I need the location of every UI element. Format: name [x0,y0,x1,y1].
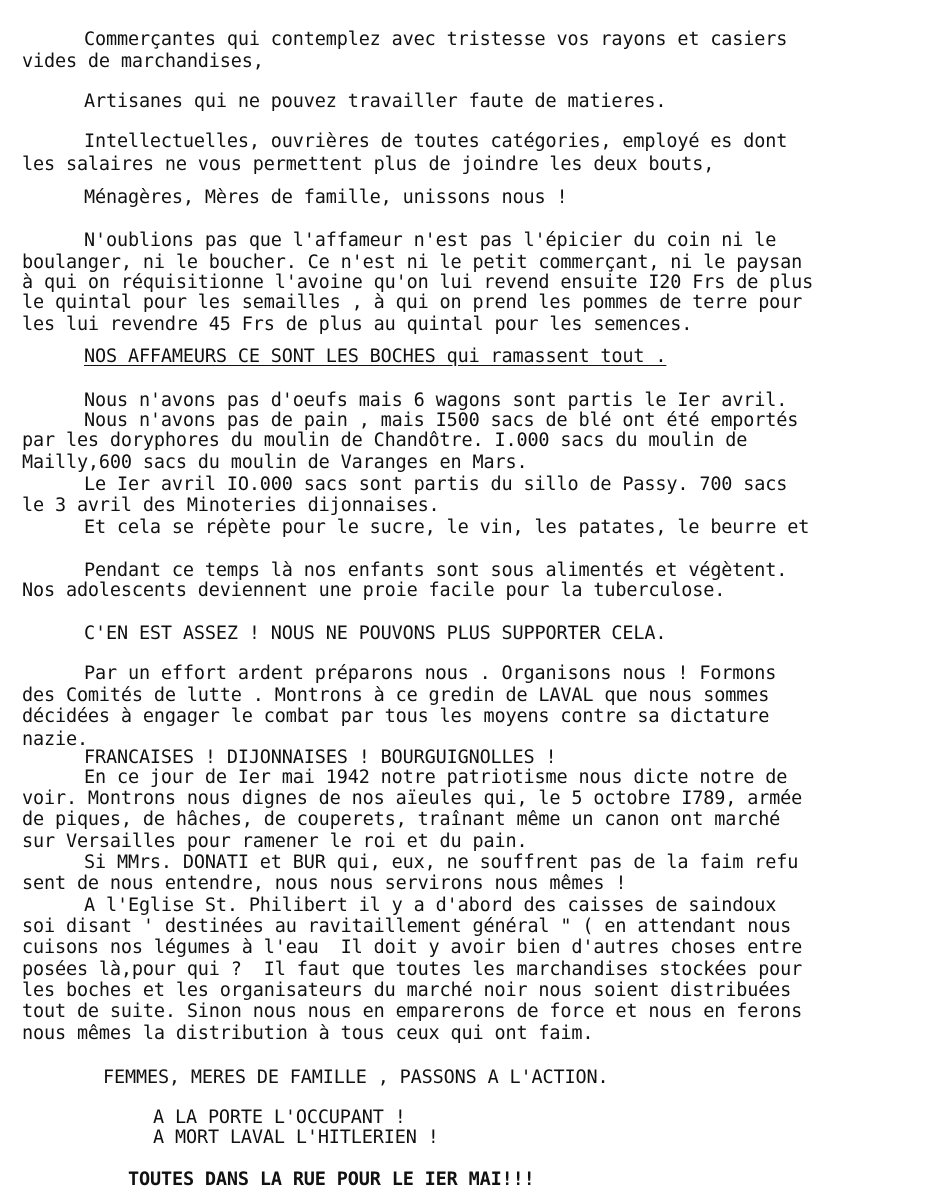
text-line: le 3 avril des Minoteries dijonnaises. [22,495,440,516]
text-line: les boches et les organisateurs du marché noir nous soient distribuées [22,980,792,1001]
text-line: posées là,pour qui ? Il faut que toutes les marchandises stockées pour [22,959,803,980]
text-line: A l'Eglise St. Philibert il y a d'abord des caisses de saindoux [84,895,777,916]
text-line: par les doryphores du moulin de Chandôtre. I.000 sacs du moulin de [22,430,748,451]
text-line: soi disant ' destinées au ravitaillement général " ( en attendant nous [22,916,792,937]
text-line: Nos adolescents deviennent une proie facile pour la tuberculose. [22,580,726,601]
text-line: N'oublions pas que l'affameur n'est pas l'épicier du coin ni le [84,230,777,251]
text-line: sur Versailles pour ramener le roi et du pain. [22,831,528,852]
text-line: à qui on réquisitionne l'avoine qu'on lui revend ensuite I20 Frs de plus [22,272,814,293]
text-line: Artisanes qui ne pouvez travailler faute de matieres. [84,91,667,112]
text-line: Mailly,600 sacs du moulin de Varanges en Mars. [22,452,528,473]
text-line: Et cela se répète pour le sucre, le vin, les patates, le beurre et [84,517,810,538]
text-line: vides de marchandises, [22,51,264,72]
text-line: de piques, de hâches, de couperets, traînant même un canon ont marché [22,809,781,830]
text-line: En ce jour de Ier mai 1942 notre patriotisme nous dicte notre de [84,767,788,788]
text-line: Intellectuelles, ouvrières de toutes catégories, employé es dont [84,131,788,152]
text-line: Nous n'avons pas de pain , mais I500 sacs de blé ont été emportés [84,410,799,431]
text-line: Par un effort ardent préparons nous . Organisons nous ! Formons [84,663,777,684]
text-line: des Comités de lutte . Montrons à ce gredin de LAVAL que nous sommes [22,685,770,706]
text-line: nazie. [22,729,88,750]
text-line: nous mêmes la distribution à tous ceux qui ont faim. [22,1023,594,1044]
text-line: tout de suite. Sinon nous nous en emparerons de force et nous en ferons [22,1001,803,1022]
text-line: NOS AFFAMEURS CE SONT LES BOCHES qui ramassent tout . [84,346,667,367]
text-line: A MORT LAVAL L'HITLERIEN ! [153,1127,439,1148]
text-line: FRANCAISES ! DIJONNAISES ! BOURGUIGNOLLES ! [84,747,557,768]
text-line: boulanger, ni le boucher. Ce n'est ni le petit commerçant, ni le paysan [22,252,803,273]
text-line: le quintal pour les semailles , à qui on prend les pommes de terre pour [22,292,803,313]
text-line: Commerçantes qui contemplez avec tristesse vos rayons et casiers [84,29,788,50]
text-line: sent de nous entendre, nous nous servirons nous mêmes ! [22,873,627,894]
text-line: Le Ier avril IO.000 sacs sont partis du sillo de Passy. 700 sacs [84,474,788,495]
text-line: Ménagères, Mères de famille, unissons nous ! [84,187,568,208]
text-line: C'EN EST ASSEZ ! NOUS NE POUVONS PLUS SUPPORTER CELA. [84,623,667,644]
text-line: les salaires ne vous permettent plus de joindre les deux bouts, [22,154,715,175]
text-line: TOUTES DANS LA RUE POUR LE IER MAI!!! [128,1169,535,1190]
text-line: A LA PORTE L'OCCUPANT ! [153,1107,406,1128]
text-line: Pendant ce temps là nos enfants sont sous alimentés et végètent. [84,560,788,581]
text-line: Si MMrs. DONATI et BUR qui, eux, ne souffrent pas de la faim refu [84,852,799,873]
text-line: FEMMES, MERES DE FAMILLE , PASSONS A L'ACTION. [103,1067,609,1088]
text-line: cuisons nos légumes à l'eau Il doit y avoir bien d'autres choses entre [22,937,803,958]
text-line: voir. Montrons nous dignes de nos aïeules qui, le 5 octobre I789, armée [22,788,803,809]
text-line: Nous n'avons pas d'oeufs mais 6 wagons sont partis le Ier avril. [84,390,788,411]
text-line: les lui revendre 45 Frs de plus au quintal pour les semences. [22,314,693,335]
text-line: décidées à engager le combat par tous les moyens contre sa dictature [22,706,770,727]
